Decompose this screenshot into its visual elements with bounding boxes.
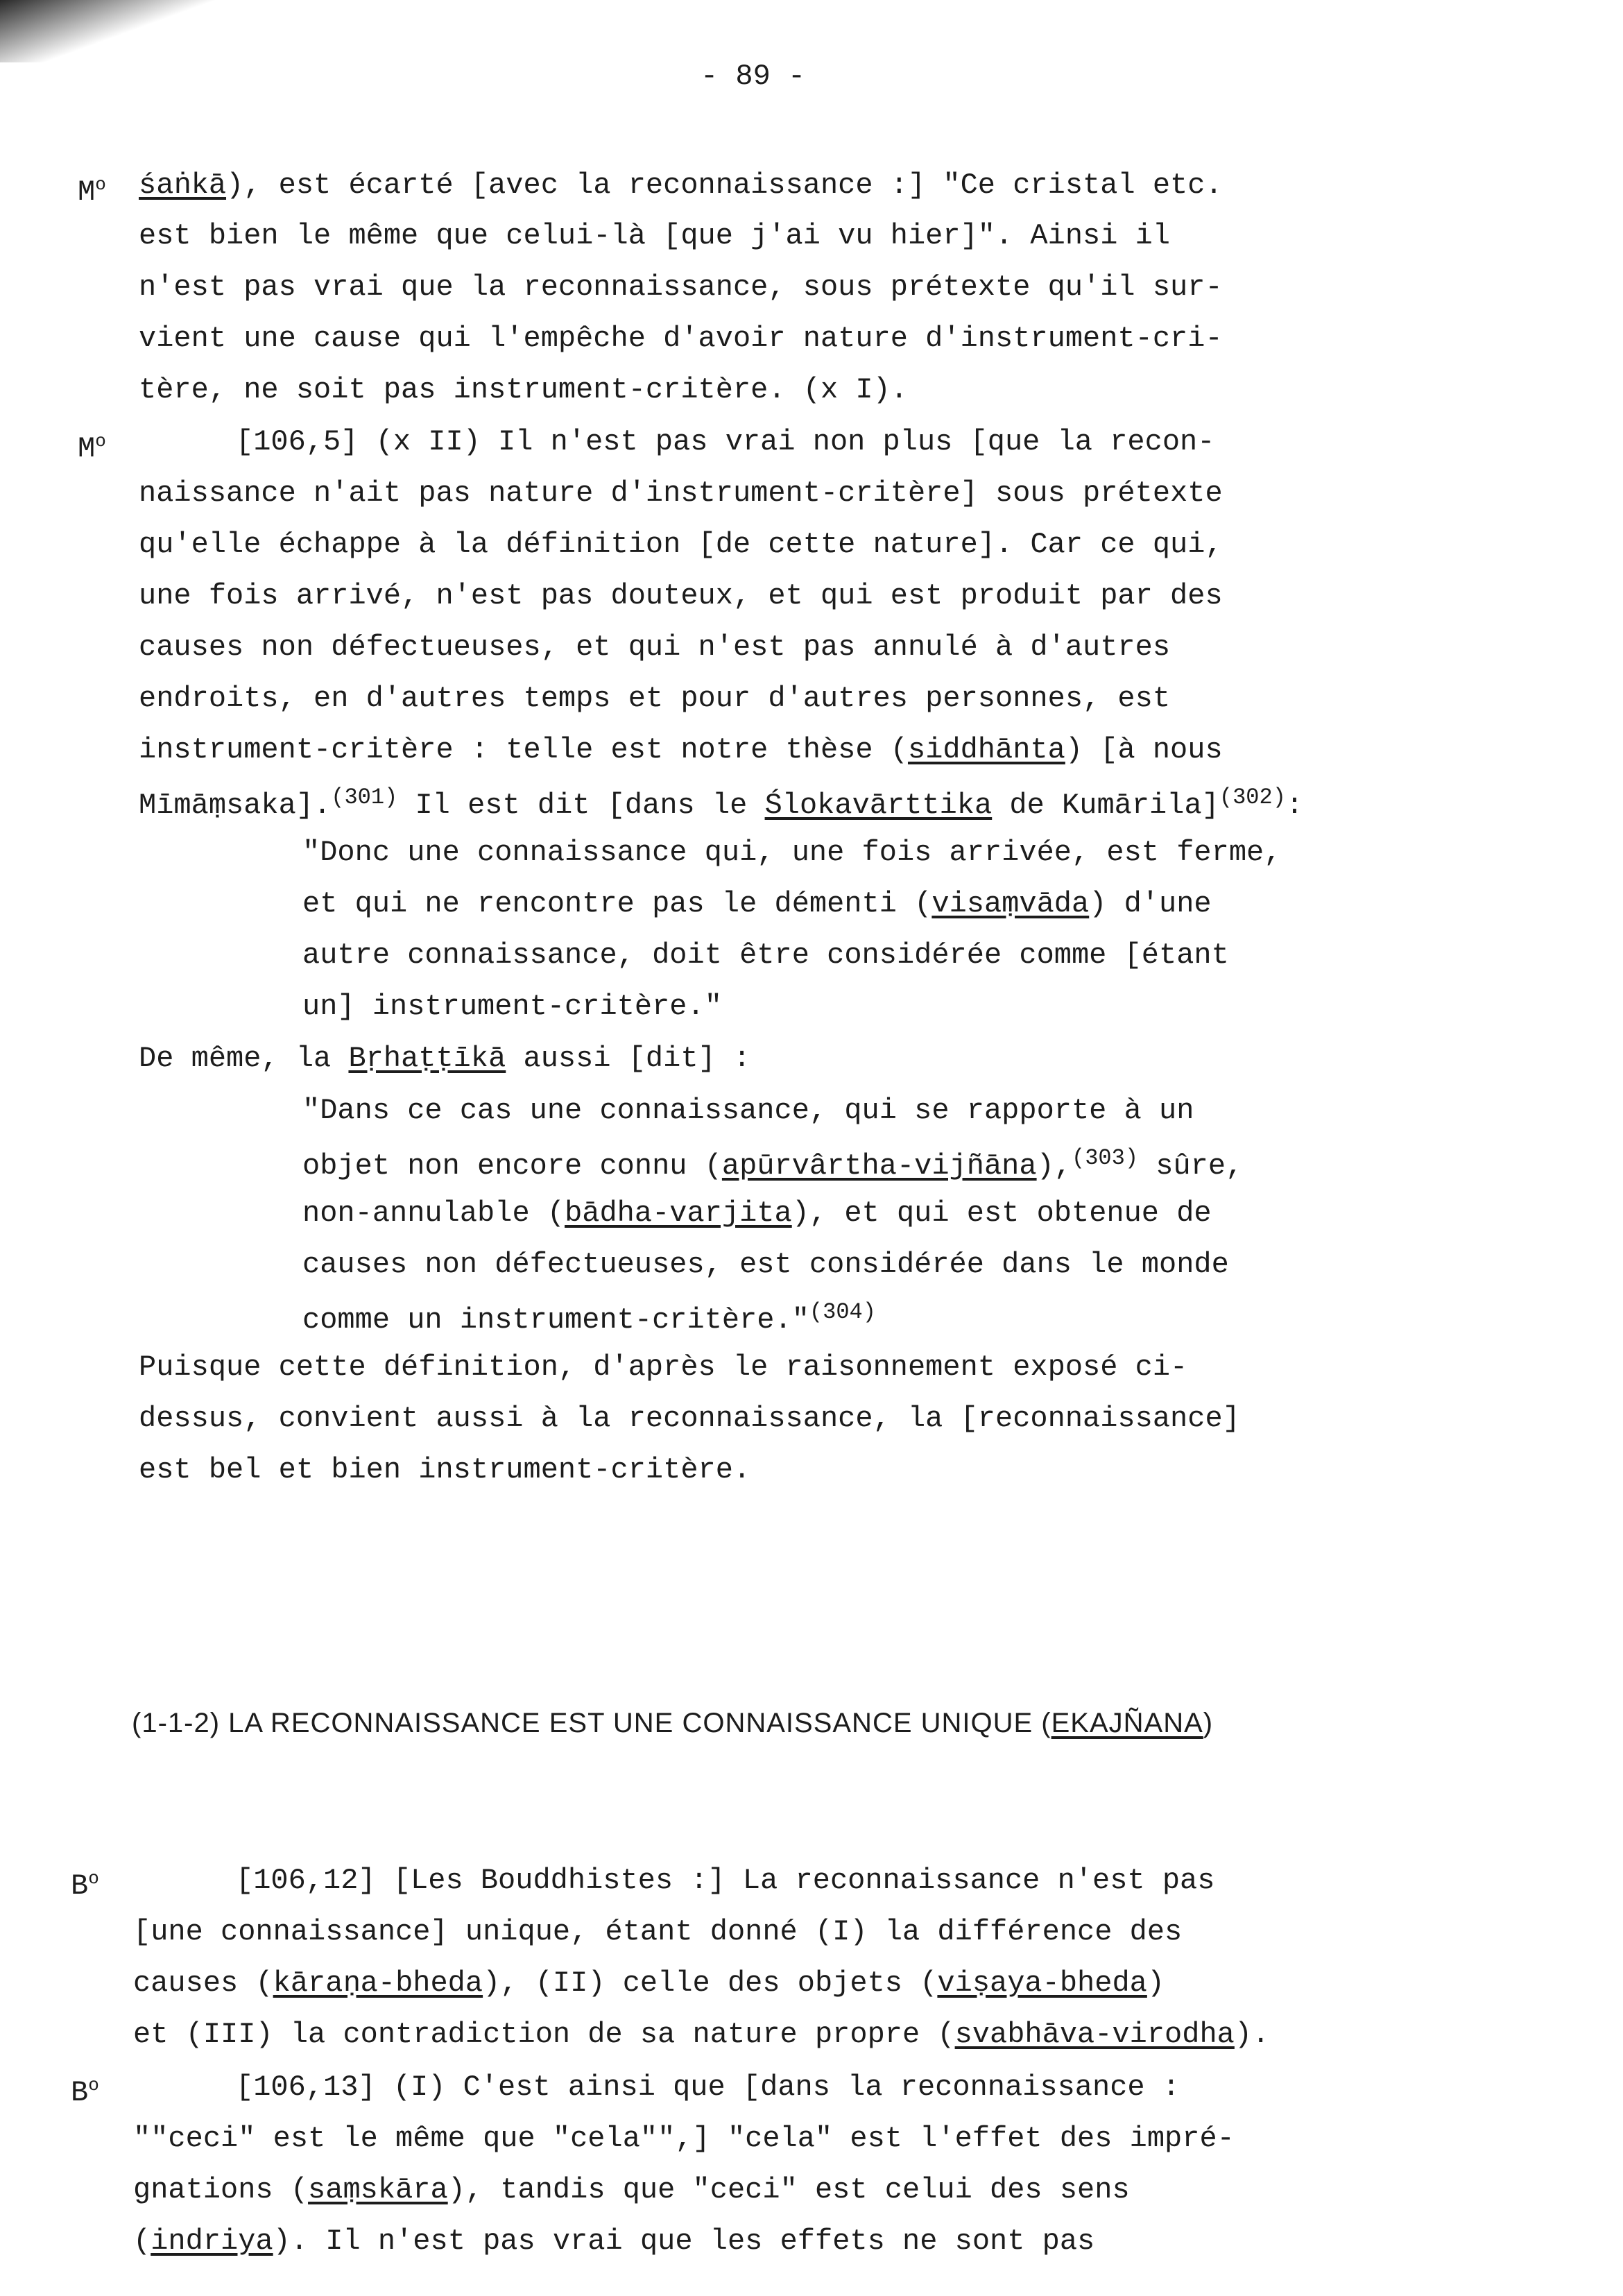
scan-shadow — [0, 0, 222, 62]
text-line: endroits, en d'autres temps et pour d'autres personnes, est — [139, 682, 1171, 715]
text-line: śaṅkā), est écarté [avec la reconnaissance :] "Ce cristal etc. — [139, 169, 1223, 202]
quote-line: "Dans ce cas une connaissance, qui se rapporte à un — [302, 1094, 1194, 1127]
text-line: tère, ne soit pas instrument-critère. (x I). — [139, 373, 908, 406]
text-line: causes non défectueuses, et qui n'est pas annulé à d'autres — [139, 631, 1171, 664]
quote-line: un] instrument-critère." — [302, 990, 722, 1023]
text-line: ""ceci" est le même que "cela"",] "cela" est l'effet des impré- — [133, 2122, 1235, 2155]
footnote-ref: (302) — [1219, 785, 1286, 810]
quote-line: objet non encore connu (apūrvârtha-vijñāna),$^{(303)}$ sûre, — [302, 1145, 1244, 1183]
text-line: Mīmāṃsaka].$^{(301)}$ Il est dit [dans le Ślokavārttika de Kumārila]$^{(302)}$: — [139, 785, 1304, 822]
footnote-ref: (303) — [1072, 1145, 1139, 1171]
page-number: - 89 - — [701, 60, 806, 93]
margin-mark-m: $M^o$ — [78, 431, 106, 465]
text-line: est bien le même que celui-là [que j'ai vu hier]". Ainsi il — [139, 219, 1171, 252]
text-line: n'est pas vrai que la reconnaissance, sous prétexte qu'il sur- — [139, 271, 1223, 304]
text-line: De même, la Bṛhaṭṭīkā aussi [dit] : — [139, 1042, 751, 1075]
text-line: [une connaissance] unique, étant donné (I) la différence des — [133, 1915, 1183, 1948]
margin-mark-b: $B^o$ — [71, 2075, 99, 2109]
text-line: [106,12] [Les Bouddhistes :] La reconnaissance n'est pas — [236, 1864, 1215, 1897]
footnote-ref: (304) — [809, 1299, 876, 1325]
quote-line: causes non défectueuses, est considérée dans le monde — [302, 1248, 1229, 1281]
quote-line: comme un instrument-critère."$^{(304)}$ — [302, 1299, 876, 1337]
text-line: vient une cause qui l'empêche d'avoir nature d'instrument-cri- — [139, 322, 1223, 355]
section-heading: (1-1-2) LA RECONNAISSANCE EST UNE CONNAISSANCE UNIQUE (EKAJÑANA) — [132, 1708, 1214, 1738]
text-line: dessus, convient aussi à la reconnaissance, la [reconnaissance] — [139, 1402, 1240, 1435]
quote-line: non-annulable (bādha-varjita), et qui est obtenue de — [302, 1197, 1212, 1230]
text-line: (indriya). Il n'est pas vrai que les effets ne sont pas — [133, 2225, 1095, 2258]
text-line: Puisque cette définition, d'après le raisonnement exposé ci- — [139, 1351, 1188, 1384]
margin-mark-b: $B^o$ — [71, 1868, 99, 1903]
text-line: causes (kāraṇa-bheda), (II) celle des objets (viṣaya-bheda) — [133, 1967, 1165, 2000]
text-line: [106,5] (x II) Il n'est pas vrai non plus [que la recon- — [236, 425, 1215, 459]
text-line: gnations (saṃskāra), tandis que "ceci" est celui des sens — [133, 2173, 1130, 2207]
margin-mark-m: $M^o$ — [78, 174, 106, 209]
text-line: instrument-critère : telle est notre thèse (siddhānta) [à nous — [139, 733, 1223, 766]
text-line: naissance n'ait pas nature d'instrument-critère] sous prétexte — [139, 477, 1223, 510]
text-line: une fois arrivé, n'est pas douteux, et qui est produit par des — [139, 579, 1223, 612]
text-line: et (III) la contradiction de sa nature propre (svabhāva-virodha). — [133, 2018, 1270, 2051]
text-line: qu'elle échappe à la définition [de cette nature]. Car ce qui, — [139, 528, 1223, 561]
quote-line: "Donc une connaissance qui, une fois arrivée, est ferme, — [302, 836, 1282, 869]
quote-line: autre connaissance, doit être considérée comme [étant — [302, 939, 1229, 972]
quote-line: et qui ne rencontre pas le démenti (visaṃvāda) d'une — [302, 887, 1212, 920]
footnote-ref: (301) — [331, 785, 398, 810]
text-line: [106,13] (I) C'est ainsi que [dans la reconnaissance : — [236, 2071, 1180, 2104]
text-line: est bel et bien instrument-critère. — [139, 1453, 751, 1487]
